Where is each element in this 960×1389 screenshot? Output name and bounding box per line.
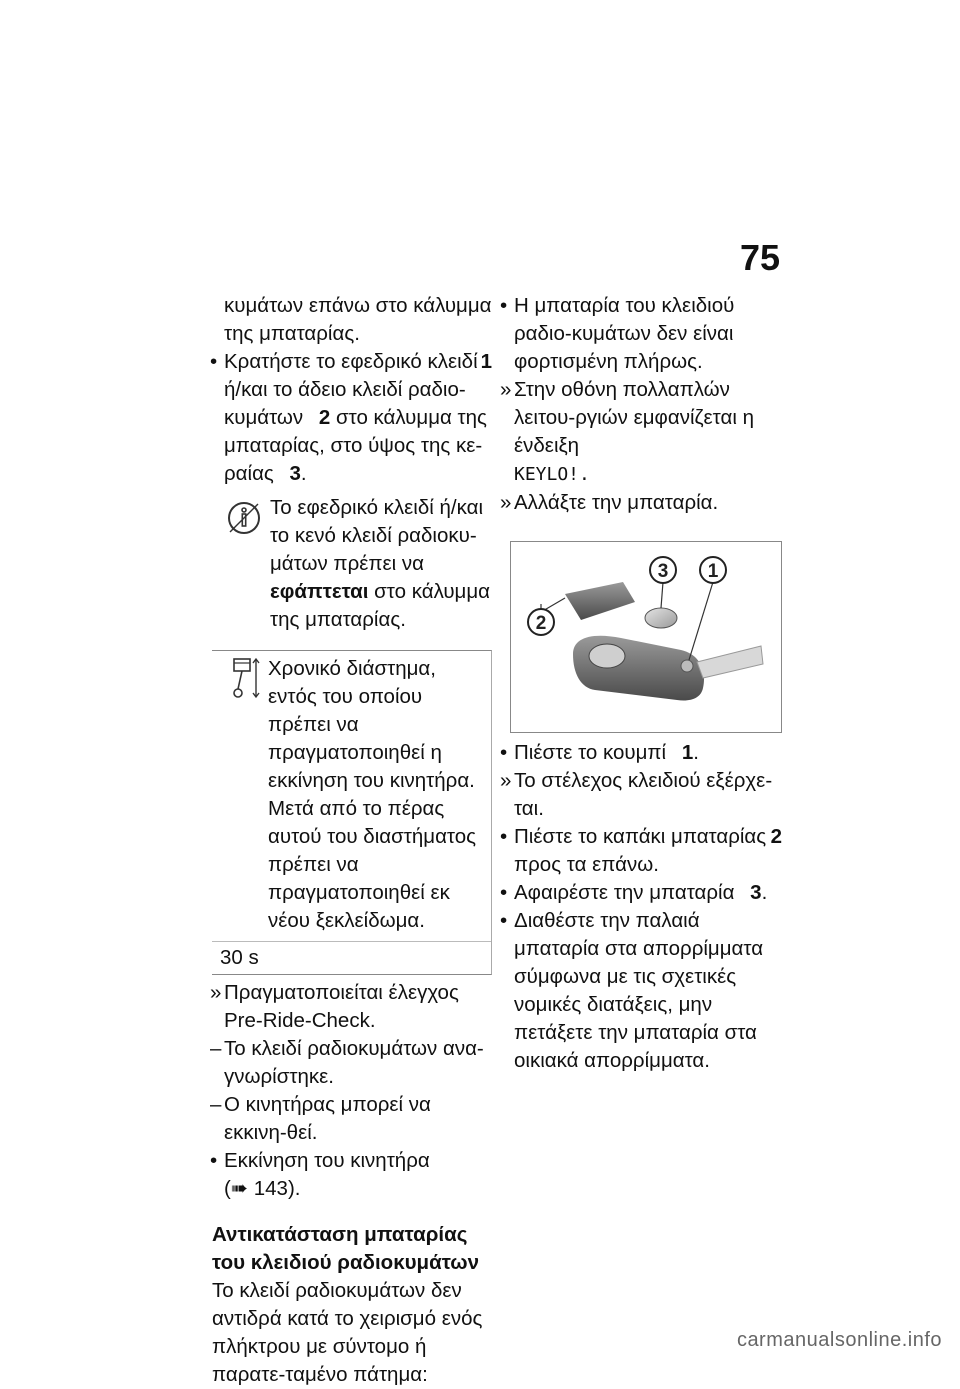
result-pre-ride-check [212,979,492,1035]
page-number: 75 [739,237,780,278]
step-remove-battery [502,879,782,907]
spec-description: Χρονικό διάστημα, εντός του οποίου πρέπει να πραγματοποιηθεί η εκκίνηση του κινητήρα. Μετά από το πέρας αυτού του διαστήματος πρέπει να πραγματοποιηθεί εκ νέου ξεκλείδωμα. [268,657,477,932]
result-marker: » [500,491,512,514]
result-text: Στην οθόνη πολλαπλών λειτου-ργιών εμφανίζεται η ένδειξη [514,378,754,457]
condition-battery-low [502,292,782,376]
bullet-marker: • [210,1149,218,1172]
period: . [300,462,307,485]
bullet-marker: • [500,909,508,932]
battery-slot [589,644,625,668]
bullet-marker: • [500,825,508,848]
section-body: Το κλειδί ραδιοκυμάτων δεν αντιδρά κατά το χειρισμό ενός πλήκτρου με σύντομο ή παρατε-ταμένο πάτημα: [212,1279,483,1386]
step-text: Πιέστε το καπάκι μπαταρίας [514,825,767,848]
result-marker: » [500,378,512,401]
callout-label: 2 [535,613,547,634]
info-icon [226,500,262,536]
continued-text: κυμάτων επάνω στο κάλυμμα της μπαταρίας. [224,294,492,345]
result-change-battery [502,489,782,517]
callout-label: 1 [707,561,719,582]
bullet-marker: • [500,881,508,904]
info-text: Το εφεδρικό κλειδί ή/και το κενό κλειδί ραδιοκυ-μάτων πρέπει να [270,496,484,575]
right-column [502,292,782,1075]
info-text-end: στο κάλυμμα της μπαταρίας. [270,580,491,631]
left-column [212,292,492,1389]
dash-text: Το κλειδί ραδιοκυμάτων ανα-γνωρίστηκε. [224,1037,484,1088]
ref-number: 1 [681,741,694,764]
bullet-marker: • [210,350,218,373]
ref-number: 2 [770,825,782,848]
step-dispose-battery [502,907,782,1075]
xref-close: ). [287,1177,301,1200]
step-press-cover [502,823,782,879]
instruction-hold-key [212,348,492,488]
xref-arrow-icon: ➠ [230,1177,249,1200]
ref-number: 3 [750,881,762,904]
dash-marker: – [210,1037,222,1060]
dash-text: Ο κινητήρας μπορεί να εκκινη-θεί. [224,1093,431,1144]
step-text: Αφαιρέστε την μπαταρία [514,881,735,904]
spec-value: 30 s [212,941,491,974]
instruction-text: ή/και το άδειο κλειδί ραδιο-κυμάτων [224,378,466,429]
result-blade-extends [502,767,782,823]
info-emphasis: εφάπτεται [270,580,369,603]
period: . [761,881,768,904]
step-text: Πιέστε το κουμπί [514,741,667,764]
key-blade [697,646,763,678]
piston-timer-icon [230,657,264,703]
result-marker: » [500,769,512,792]
dash-item-key-recognized [212,1035,492,1091]
coin-battery [645,608,677,628]
result-text: Το στέλεχος κλειδιού εξέρχε-ται. [514,769,773,820]
ref-number: 1 [480,350,492,373]
step-text: Διαθέστε την παλαιά μπαταρία στα απορρίμματα σύμφωνα με τις σχετικές νομικές διατάξεις, μην πετάξετε την μπαταρία στα οικιακά απορρίμματα. [514,909,764,1072]
section-heading: Αντικατάσταση μπαταρίας του κλειδιού ραδιοκυμάτων [212,1223,480,1274]
display-code: KEYLO!. [514,464,590,485]
key-battery-figure [510,541,782,733]
step-text: προς τα επάνω. [514,853,659,876]
spec-box [212,650,492,975]
period: . [693,741,699,764]
instruction-text: Εκκίνηση του κινητήρα [224,1149,430,1172]
xref-page-link[interactable]: 143 [253,1177,288,1200]
step-press-button [502,739,782,767]
result-marker: » [210,981,222,1004]
info-note [212,494,492,634]
callout-label: 3 [657,561,669,582]
dash-marker: – [210,1093,222,1116]
bullet-marker: • [500,294,508,317]
ref-number: 2 [318,406,331,429]
condition-text: Η μπαταρία του κλειδιού ραδιο-κυμάτων δεν είναι φορτισμένη πλήρως. [514,294,735,373]
result-text: Πραγματοποιείται έλεγχος Pre-Ride-Check. [224,981,459,1032]
xref-open: ( [224,1177,231,1200]
ref-number: 3 [289,462,301,485]
instruction-start-engine [212,1147,492,1203]
key-illustration [511,542,781,732]
bullet-marker: • [500,741,508,764]
watermark: carmanualsonline.info [736,1329,942,1351]
result-text: Αλλάξτε την μπαταρία. [514,491,719,514]
battery-cover [565,582,635,620]
result-display-message [502,376,782,489]
instruction-text: Κρατήστε το εφεδρικό κλειδί [224,350,478,373]
instruction-text: στο κάλυμμα της μπαταρίας, στο ύψος της κε-ραίας [224,406,487,485]
release-button [681,660,693,672]
dash-item-engine-start [212,1091,492,1147]
